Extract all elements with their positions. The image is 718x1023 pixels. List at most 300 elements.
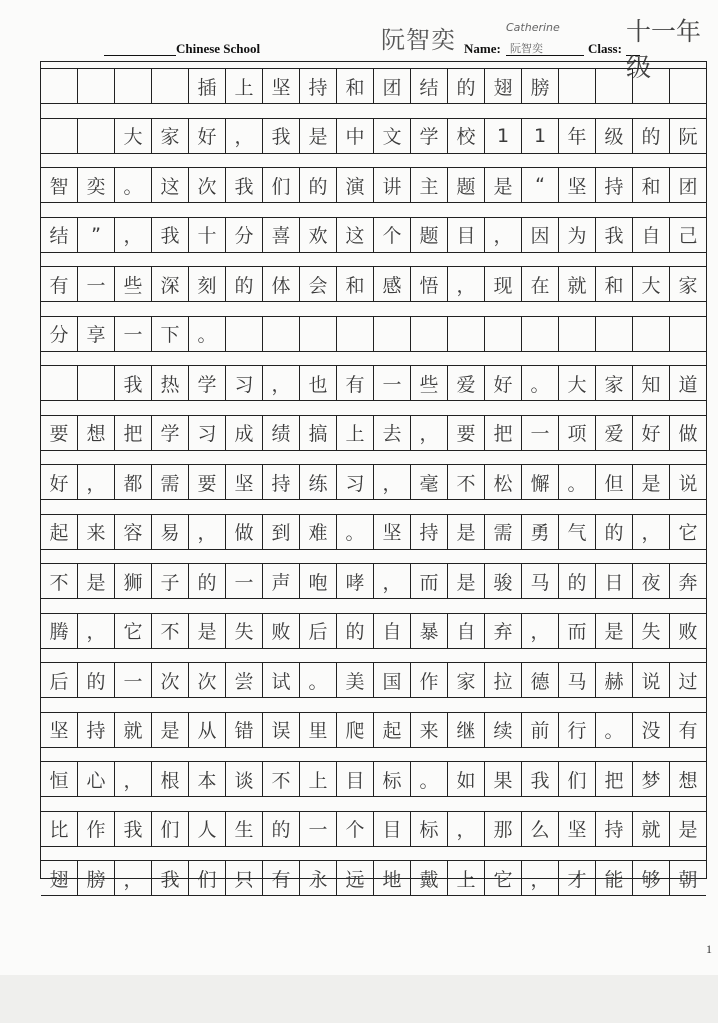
grid-row <box>41 613 706 649</box>
grid-cell: 要 <box>188 465 225 499</box>
grid-cell: 败 <box>669 614 706 648</box>
school-blank-line <box>104 55 176 56</box>
grid-cell: 哮 <box>336 564 373 598</box>
grid-cell <box>114 69 151 103</box>
grid-cell: 的 <box>188 564 225 598</box>
grid-cell: 在 <box>521 267 558 301</box>
grid-cell: 才 <box>558 861 595 895</box>
grid-cell: 我 <box>595 218 632 252</box>
grid-cell: 自 <box>447 614 484 648</box>
grid-cell: 大 <box>558 366 595 400</box>
grid-cell: 爱 <box>595 416 632 450</box>
grid-cell: 拉 <box>484 663 521 697</box>
grid-cell: 目 <box>336 762 373 796</box>
grid-cell: 要 <box>49 423 69 445</box>
grid-cell: 绩 <box>262 416 299 450</box>
grid-cell: 上 <box>447 861 484 895</box>
grid-cell: 是 <box>632 465 669 499</box>
grid-cell: 插 <box>188 69 225 103</box>
grid-cell: 谈 <box>225 762 262 796</box>
grid-cell: 的 <box>558 564 595 598</box>
grid-row <box>41 415 706 451</box>
name-label: Name: <box>464 41 501 56</box>
grid-cell: 易 <box>151 515 188 549</box>
grid-cell: 学 <box>151 416 188 450</box>
grid-cell: 是 <box>595 614 632 648</box>
grid-cell: 的 <box>299 168 336 202</box>
grid-cell: 翅 <box>484 69 521 103</box>
grid-cell: 年 <box>558 119 595 153</box>
grid-cell: 永 <box>299 861 336 895</box>
grid-cell: 行 <box>558 713 595 747</box>
grid-cell <box>336 317 373 351</box>
grid-cell: 把 <box>595 762 632 796</box>
grid-cell: 体 <box>262 267 299 301</box>
grid-cell: 而 <box>558 614 595 648</box>
grid-cell: 腾 <box>49 621 69 643</box>
grid-cell: 。 <box>521 366 558 400</box>
grid-cell: 奔 <box>669 564 706 598</box>
grid-cell <box>41 69 77 103</box>
grid-cell: 奕 <box>77 168 114 202</box>
grid-cell: 但 <box>595 465 632 499</box>
grid-cell: 和 <box>336 267 373 301</box>
grid-cell: 我 <box>521 762 558 796</box>
scan-margin <box>0 975 718 1023</box>
grid-cell: 1 <box>484 119 521 153</box>
grid-cell: 那 <box>484 812 521 846</box>
grid-cell: 作 <box>410 663 447 697</box>
grid-row <box>41 712 706 748</box>
grid-cell: 把 <box>114 416 151 450</box>
grid-cell: 戴 <box>410 861 447 895</box>
grid-cell: 大 <box>632 267 669 301</box>
grid-cell: 做 <box>225 515 262 549</box>
handwritten-english-name: Catherine <box>506 21 560 34</box>
grid-cell: 气 <box>558 515 595 549</box>
grid-cell: 演 <box>336 168 373 202</box>
grid-cell: ， <box>447 267 484 301</box>
grid-cell: 没 <box>632 713 669 747</box>
grid-cell: 起 <box>373 713 410 747</box>
grid-cell: 深 <box>151 267 188 301</box>
grid-cell: 享 <box>77 317 114 351</box>
grid-cell <box>669 317 706 351</box>
grid-cell: 坚 <box>373 515 410 549</box>
grid-cell: 坚 <box>262 69 299 103</box>
grid-cell: 一 <box>225 564 262 598</box>
grid-cell: 如 <box>447 762 484 796</box>
grid-cell: 来 <box>77 515 114 549</box>
grid-cell: 子 <box>151 564 188 598</box>
grid-cell: 持 <box>299 69 336 103</box>
grid-cell: 坚 <box>558 168 595 202</box>
grid-cell: 和 <box>632 168 669 202</box>
grid-cell: 的 <box>262 812 299 846</box>
grid-cell: 误 <box>262 713 299 747</box>
grid-cell: 德 <box>521 663 558 697</box>
grid-cell: 前 <box>521 713 558 747</box>
grid-cell: 目 <box>447 218 484 252</box>
grid-row <box>41 68 706 104</box>
grid-cell: 只 <box>225 861 262 895</box>
grid-cell: 好 <box>49 472 69 495</box>
grid-cell: 讲 <box>373 168 410 202</box>
grid-cell: ， <box>521 861 558 895</box>
grid-cell: 它 <box>114 614 151 648</box>
grid-cell: 持 <box>410 515 447 549</box>
grid-cell: 分 <box>225 218 262 252</box>
grid-cell: 好 <box>632 416 669 450</box>
grid-cell: 的 <box>632 119 669 153</box>
grid-cell: 是 <box>447 564 484 598</box>
grid-cell: 我 <box>262 119 299 153</box>
grid-cell: 标 <box>373 762 410 796</box>
grid-cell: 想 <box>669 762 706 796</box>
grid-cell: 。 <box>188 317 225 351</box>
grid-cell: 日 <box>595 564 632 598</box>
grid-cell: 说 <box>669 465 706 499</box>
grid-cell: 把 <box>484 416 521 450</box>
grid-cell: 。 <box>114 168 151 202</box>
grid-cell: 持 <box>77 713 114 747</box>
grid-cell: 爱 <box>447 366 484 400</box>
grid-cell: 会 <box>299 267 336 301</box>
grid-cell: 学 <box>410 119 447 153</box>
grid-cell: 过 <box>669 663 706 697</box>
grid-cell: 是 <box>188 614 225 648</box>
grid-cell: 生 <box>225 812 262 846</box>
grid-cell: 需 <box>151 465 188 499</box>
grid-cell: 个 <box>336 812 373 846</box>
grid-cell <box>410 317 447 351</box>
grid-row <box>41 365 706 401</box>
grid-cell: 人 <box>188 812 225 846</box>
grid-cell: 智 <box>49 175 69 198</box>
grid-cell: 到 <box>262 515 299 549</box>
grid-cell: 和 <box>595 267 632 301</box>
grid-cell: 国 <box>373 663 410 697</box>
grid-row <box>41 118 706 154</box>
grid-cell <box>77 366 114 400</box>
grid-cell: 我 <box>151 861 188 895</box>
grid-cell: ， <box>114 762 151 796</box>
grid-cell: 远 <box>336 861 373 895</box>
grid-cell: 次 <box>151 663 188 697</box>
grid-cell <box>262 317 299 351</box>
grid-row <box>41 217 706 253</box>
grid-cell: ， <box>225 119 262 153</box>
grid-cell <box>595 69 632 103</box>
grid-cell: 些 <box>410 366 447 400</box>
grid-cell: 它 <box>669 515 706 549</box>
grid-cell: 习 <box>225 366 262 400</box>
grid-cell: 成 <box>225 416 262 450</box>
grid-cell: 级 <box>595 119 632 153</box>
grid-cell: 有 <box>262 861 299 895</box>
grid-cell: 狮 <box>114 564 151 598</box>
grid-cell: 恒 <box>49 769 69 792</box>
grid-cell: 好 <box>188 119 225 153</box>
grid-cell: 一 <box>114 663 151 697</box>
grid-cell: 个 <box>373 218 410 252</box>
grid-cell: 就 <box>632 812 669 846</box>
grid-cell: 们 <box>188 861 225 895</box>
grid-cell: ， <box>77 465 114 499</box>
grid-cell: 有 <box>49 274 69 297</box>
grid-cell: 结 <box>410 69 447 103</box>
grid-cell: 就 <box>114 713 151 747</box>
grid-cell: 声 <box>262 564 299 598</box>
grid-cell: 的 <box>225 267 262 301</box>
grid-cell: 我 <box>225 168 262 202</box>
grid-cell: 题 <box>447 168 484 202</box>
grid-cell: 难 <box>299 515 336 549</box>
grid-cell: 自 <box>373 614 410 648</box>
grid-cell <box>151 69 188 103</box>
grid-cell: 持 <box>595 812 632 846</box>
grid-cell: 的 <box>595 515 632 549</box>
grid-cell: 们 <box>558 762 595 796</box>
grid-cell <box>225 317 262 351</box>
name-blank-line <box>506 55 584 56</box>
grid-cell: 我 <box>114 812 151 846</box>
grid-cell: 失 <box>225 614 262 648</box>
grid-cell: 我 <box>151 218 188 252</box>
essay-writing-grid <box>40 61 707 891</box>
grid-cell: 们 <box>262 168 299 202</box>
grid-cell <box>447 317 484 351</box>
grid-cell: 心 <box>77 762 114 796</box>
grid-row <box>41 316 706 352</box>
grid-cell: 来 <box>410 713 447 747</box>
grid-cell: ， <box>262 366 299 400</box>
grid-cell: 坚 <box>49 720 69 742</box>
grid-cell: 续 <box>484 713 521 747</box>
grid-cell: 一 <box>114 317 151 351</box>
grid-cell: 校 <box>447 119 484 153</box>
grid-cell: 败 <box>262 614 299 648</box>
grid-cell: ， <box>521 614 558 648</box>
grid-cell: 懈 <box>521 465 558 499</box>
grid-cell <box>41 119 77 153</box>
grid-cell: 阮 <box>669 119 706 153</box>
grid-cell: 这 <box>151 168 188 202</box>
grid-row <box>41 563 706 599</box>
grid-cell: 们 <box>151 812 188 846</box>
grid-cell: 十 <box>188 218 225 252</box>
grid-cell: 好 <box>484 366 521 400</box>
grid-cell: 有 <box>336 366 373 400</box>
grid-cell: 也 <box>299 366 336 400</box>
grid-row <box>41 761 706 797</box>
grid-cell: 马 <box>521 564 558 598</box>
grid-cell: 家 <box>447 663 484 697</box>
grid-cell: 为 <box>558 218 595 252</box>
grid-cell: 错 <box>225 713 262 747</box>
grid-cell: ， <box>484 218 521 252</box>
grid-cell: 因 <box>521 218 558 252</box>
grid-cell: 不 <box>49 571 69 594</box>
grid-cell: 根 <box>151 762 188 796</box>
grid-cell: 悟 <box>410 267 447 301</box>
grid-cell <box>558 317 595 351</box>
grid-cell: 感 <box>373 267 410 301</box>
grid-cell: 习 <box>188 416 225 450</box>
grid-cell: 。 <box>299 663 336 697</box>
grid-cell: 持 <box>262 465 299 499</box>
grid-cell: 的 <box>447 69 484 103</box>
grid-cell: 赫 <box>595 663 632 697</box>
grid-cell: ， <box>447 812 484 846</box>
grid-cell <box>373 317 410 351</box>
grid-cell: 朝 <box>669 861 706 895</box>
grid-cell: 次 <box>188 663 225 697</box>
grid-cell: 刻 <box>188 267 225 301</box>
grid-cell <box>299 317 336 351</box>
grid-cell: 里 <box>299 713 336 747</box>
grid-row <box>41 167 706 203</box>
grid-cell <box>632 317 669 351</box>
grid-cell: 标 <box>410 812 447 846</box>
grid-cell: ， <box>632 515 669 549</box>
grid-cell: ， <box>77 614 114 648</box>
grid-cell: 项 <box>558 416 595 450</box>
grid-cell: 暴 <box>410 614 447 648</box>
grid-cell: 能 <box>595 861 632 895</box>
grid-cell: 和 <box>336 69 373 103</box>
grid-cell: 膀 <box>77 861 114 895</box>
grid-cell: 翅 <box>49 868 69 891</box>
grid-cell: 梦 <box>632 762 669 796</box>
grid-cell <box>632 69 669 103</box>
grid-cell: 它 <box>484 861 521 895</box>
grid-cell: 果 <box>484 762 521 796</box>
grid-cell: 结 <box>49 225 69 247</box>
grid-cell: 容 <box>114 515 151 549</box>
grid-cell: 够 <box>632 861 669 895</box>
grid-cell: 就 <box>558 267 595 301</box>
grid-cell: 家 <box>151 119 188 153</box>
grid-cell: 这 <box>336 218 373 252</box>
grid-cell: 咆 <box>299 564 336 598</box>
grid-cell <box>595 317 632 351</box>
grid-cell: 次 <box>188 168 225 202</box>
grid-cell: 题 <box>410 218 447 252</box>
grid-cell: 比 <box>49 819 69 841</box>
grid-cell: 上 <box>336 416 373 450</box>
grid-cell: 骏 <box>484 564 521 598</box>
grid-cell: 坚 <box>558 812 595 846</box>
grid-row <box>41 662 706 698</box>
grid-cell: 道 <box>669 366 706 400</box>
grid-cell: 知 <box>632 366 669 400</box>
grid-cell <box>77 69 114 103</box>
grid-cell: 。 <box>558 465 595 499</box>
grid-cell: 持 <box>595 168 632 202</box>
grid-cell: 家 <box>669 267 706 301</box>
grid-cell: 要 <box>447 416 484 450</box>
grid-cell: 失 <box>632 614 669 648</box>
school-label: Chinese School <box>176 41 261 56</box>
grid-row <box>41 464 706 500</box>
grid-cell: 尝 <box>225 663 262 697</box>
grid-cell: 不 <box>447 465 484 499</box>
grid-cell: 练 <box>299 465 336 499</box>
handwritten-name-on-line: 阮智奕 <box>510 42 543 55</box>
grid-cell: 上 <box>299 762 336 796</box>
grid-cell: 分 <box>49 324 69 346</box>
grid-cell: 有 <box>669 713 706 747</box>
grid-cell: 马 <box>558 663 595 697</box>
grid-cell: 主 <box>410 168 447 202</box>
grid-cell: 毫 <box>410 465 447 499</box>
grid-cell: 去 <box>373 416 410 450</box>
grid-cell: 欢 <box>299 218 336 252</box>
grid-cell: 搞 <box>299 416 336 450</box>
grid-cell: 。 <box>410 762 447 796</box>
grid-cell: 一 <box>77 267 114 301</box>
grid-cell: 己 <box>669 218 706 252</box>
grid-cell: 试 <box>262 663 299 697</box>
grid-cell: 地 <box>373 861 410 895</box>
grid-cell: ， <box>373 465 410 499</box>
grid-cell: 是 <box>447 515 484 549</box>
grid-cell: 说 <box>632 663 669 697</box>
grid-cell: 大 <box>114 119 151 153</box>
grid-cell: ” <box>77 218 114 252</box>
grid-cell: 是 <box>669 812 706 846</box>
grid-cell: ， <box>114 218 151 252</box>
grid-cell: 。 <box>595 713 632 747</box>
grid-cell: 现 <box>484 267 521 301</box>
grid-cell: 是 <box>151 713 188 747</box>
grid-cell: 从 <box>188 713 225 747</box>
grid-cell: 一 <box>299 812 336 846</box>
grid-row <box>41 266 706 302</box>
grid-cell: 一 <box>373 366 410 400</box>
grid-cell: 后 <box>299 614 336 648</box>
grid-cell: 文 <box>373 119 410 153</box>
grid-cell <box>41 366 77 400</box>
handwritten-grade: 十一年级 <box>626 17 702 82</box>
grid-cell: 习 <box>336 465 373 499</box>
grid-cell: 中 <box>336 119 373 153</box>
grid-cell: 而 <box>410 564 447 598</box>
grid-cell: 么 <box>521 812 558 846</box>
grid-cell: ， <box>188 515 225 549</box>
grid-cell: 想 <box>77 416 114 450</box>
grid-cell: 坚 <box>225 465 262 499</box>
grid-cell <box>484 317 521 351</box>
worksheet-header <box>0 0 718 82</box>
grid-cell: 1 <box>521 119 558 153</box>
grid-cell: ， <box>373 564 410 598</box>
grid-cell: “ <box>521 168 558 202</box>
grid-cell <box>669 69 706 103</box>
grid-cell: ， <box>114 861 151 895</box>
grid-cell: 继 <box>447 713 484 747</box>
grid-row <box>41 514 706 550</box>
class-label: Class: <box>588 41 622 56</box>
grid-cell: 爬 <box>336 713 373 747</box>
grid-cell: 都 <box>114 465 151 499</box>
grid-cell: 上 <box>225 69 262 103</box>
page-number: 1 <box>706 942 712 956</box>
grid-cell: 不 <box>151 614 188 648</box>
grid-cell: 些 <box>114 267 151 301</box>
handwritten-name: 阮智奕 <box>381 26 456 54</box>
